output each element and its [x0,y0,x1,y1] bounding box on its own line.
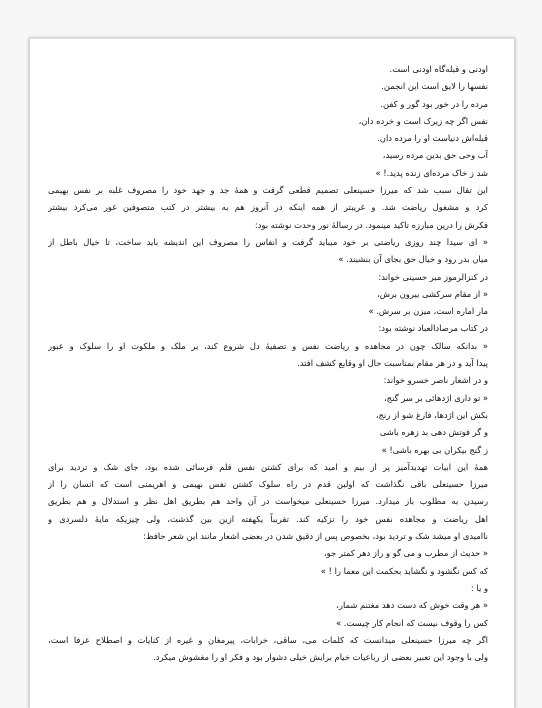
text-line: ناامیدی او میشد شک و تردید بود، بخصوص پس از دقیق شدن در بعضی اشعار مانند این شعر حافظ: [143,531,488,542]
text-line: کرد و مشغول ریاضت شد. و غریبتر از همه اینکه در آنروز هم به بیشتر در کتب متصوفین غور می‌کرد بیشتر [48,202,488,213]
text-line: نفس اگر چه زیرک است و خرده دان، [358,115,488,126]
text-line: این تقال سبب شد که میرزا حسینعلی تصمیم قطعی گرفت و همهٔ جد و جهد خود را مصروف غلبه بر نفس بهیمی [48,185,488,196]
text-line: همهٔ این ابیات تهدیدآمیز پر از بیم و امید که برای کشتن نفس قلم فرسائی شده بود، جای شک و تردید برای [48,461,488,472]
document-page [29,38,515,708]
text-line: « تو داری اژدهائی بر سر گنج، [383,392,488,403]
document-body [48,61,488,666]
text-line: و یا : [470,582,488,593]
text-line: نفسها را لایق است این انجمن. [381,81,488,92]
text-line: « هر وقت خوش که دست دهد مغتنم شمار، [336,600,488,611]
text-line: قبله‌اش دنیاست او را مرده دان. [377,133,488,144]
text-line: مرده را در خور بود گور و کفن. [380,98,488,109]
text-line: « از مقام سرکشی بیرون برش، [377,288,488,299]
text-line: در کنزالرموز میر حسینی خواند: [378,271,488,282]
text-line: اودنی و قبله‌گاه اودنی است. [389,64,488,74]
text-line: فکرش را درین مبارزه تاکید مینمود. در رسالهٔ نور وحدت نوشته بود: [254,219,488,230]
text-line: اهل ریاضت و مجاهده نفس خود را تزکیه کند. تقریباً یکهفته ازین بین گذشت، ولی چیزیکه مایهٔ دلسردی و [48,513,488,524]
text-line: و در اشعار ناصر خسرو خواند: [383,375,488,386]
text-line: شد ز خاک مرده‌ای زنده پدید.! » [375,167,488,178]
text-line: بکش این اژدها، فارغ شو از رنج، [375,409,488,420]
text-line: ولی با وجود این تعبیر بعضی از رباعیات خیام برایش خیلی دشوار بود و فکر او را مغشوش میکرد. [153,652,488,663]
text-line: مار اماره است، میزن بر سرش. » [368,306,488,317]
text-line: ز گنج بیکران بی بهره باشی! » [381,444,488,455]
text-line: که کس نگشود و نگشاید بحکمت این معما را ! » [320,565,488,576]
text-line: آب وحی حق بدین مرده رسید، [382,150,488,161]
text-line: میان بدر رود و خیال حق بجای آن بنشیند. » [338,254,488,265]
text-line: پیدا آید و در هر مقام بمناسبت حال او وقایع کشف افتد. [297,358,488,369]
text-line: « حدیث از مطرب و می گو و راز دهر کمتر جو، [323,548,488,559]
text-line: « بدانکه سالک چون در مجاهده و ریاضت نفس و تصفیهٔ دل شروع کند، بر ملک و ملکوت او را سلوک و عبور [48,340,488,351]
text-line: کس را وقوف نیست که انجام کار چیست. » [336,617,488,628]
text-line: و گر فوتش دهی بد زهره باشی [379,427,488,438]
text-line: رسیدن به مطلوب باز میدارد. میرزا حسینعلی میخواست در آن واحد هم بطریق اهل نظر و استدلال و هم بطریق [48,496,488,507]
text-line: میرزا حسینعلی باقی نگذاشت که اولین قدم در راه سلوک کشتن نفس بهیمی و اهریمنی است که انسان را از [48,479,488,490]
text-line: « ای سیدا چند روزی ریاضتی بر خود میباید گرفت و انفاس را مصروف این اندیشه باید ساخت، تا خیال باطل از [48,236,488,247]
text-line: اگر چه میرزا حسینعلی میدانست که کلمات می، ساقی، خرابات، پیرمغان و غیره از کنایات و اصطلاح عرفا است، [48,634,488,645]
text-line: در کتاب مرصادالعباد نوشته بود: [378,323,488,334]
